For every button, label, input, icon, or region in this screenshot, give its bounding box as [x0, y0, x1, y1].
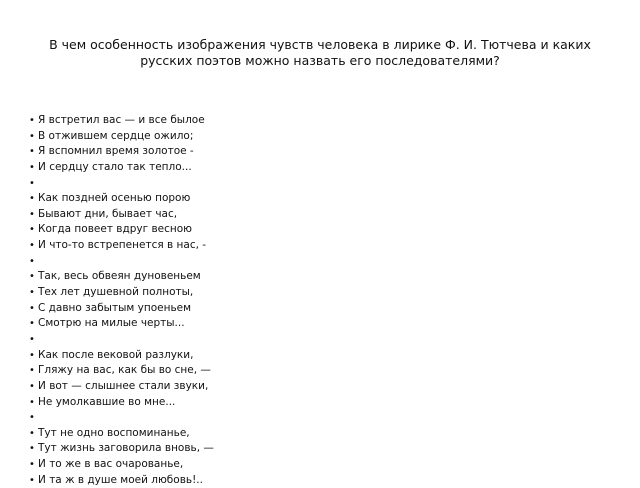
bullet-icon: •: [29, 459, 35, 471]
poem-line: [29, 426, 589, 442]
poem-line-text: Тут жизнь заговорила вновь, —: [38, 442, 214, 455]
poem-line: [29, 113, 589, 129]
poem-line: [29, 379, 589, 395]
poem-line-text: Я вспомнил время золотое -: [38, 145, 194, 158]
poem-line-text: Тут не одно воспоминанье,: [38, 426, 190, 439]
poem-line-text: И та ж в душе моей любовь!..: [38, 473, 203, 486]
bullet-icon: •: [29, 255, 35, 267]
bullet-icon: •: [29, 208, 35, 220]
poem-line: [29, 238, 589, 254]
bullet-icon: •: [29, 380, 35, 392]
bullet-icon: •: [29, 349, 35, 361]
poem-line: [29, 144, 589, 160]
bullet-icon: •: [29, 177, 35, 189]
poem-line-text: Так, весь обвеян дуновеньем: [38, 270, 201, 283]
poem-list: [29, 113, 589, 488]
poem-line: [29, 129, 589, 145]
poem-line: [29, 222, 589, 238]
bullet-icon: •: [29, 130, 35, 142]
poem-line-text: И сердцу стало так тепло...: [38, 160, 192, 173]
poem-line: [29, 207, 589, 223]
slide-title: В чем особенность изображения чувств человека в лирике Ф. И. Тютчева и каких русских поэтов можно назвать его последователями?: [49, 37, 591, 68]
poem-line: [29, 285, 589, 301]
bullet-icon: •: [29, 427, 35, 439]
poem-line: [29, 457, 589, 473]
bullet-icon: •: [29, 412, 35, 424]
poem-line-text: Тех лет душевной полноты,: [38, 286, 194, 299]
bullet-icon: •: [29, 115, 35, 126]
poem-line-empty: [29, 332, 589, 348]
poem-line: [29, 160, 589, 176]
bullet-icon: •: [29, 161, 35, 173]
poem-line-text: Как после вековой разлуки,: [38, 348, 194, 361]
poem-line: [29, 395, 589, 411]
poem-line-text: И что-то встрепенется в нас, -: [38, 239, 207, 252]
bullet-icon: •: [29, 302, 35, 314]
poem-line: [29, 316, 589, 332]
poem-line: [29, 348, 589, 364]
bullet-icon: •: [29, 365, 35, 377]
poem-line-empty: [29, 254, 589, 270]
poem-line: [29, 269, 589, 285]
poem-line-text: Не умолкавшие во мне...: [38, 395, 176, 408]
poem-line-text: С давно забытым упоеньем: [38, 301, 192, 314]
poem-line-text: Смотрю на милые черты...: [38, 317, 185, 330]
poem-line: [29, 473, 589, 488]
poem-line: [29, 191, 589, 207]
poem-line-text: И вот — слышнее стали звуки,: [38, 379, 209, 392]
bullet-icon: •: [29, 396, 35, 408]
poem-line-empty: [29, 176, 589, 192]
poem-line-empty: [29, 410, 589, 426]
poem-line: [29, 363, 589, 379]
poem-line: [29, 441, 589, 457]
bullet-icon: •: [29, 224, 35, 236]
bullet-icon: •: [29, 146, 35, 158]
bullet-icon: •: [29, 333, 35, 345]
poem-line-text: И то же в вас очарованье,: [38, 458, 184, 471]
poem-line-text: Гляжу на вас, как бы во сне, —: [38, 364, 211, 377]
bullet-icon: •: [29, 240, 35, 252]
bullet-icon: •: [29, 287, 35, 299]
bullet-icon: •: [29, 193, 35, 205]
bullet-icon: •: [29, 318, 35, 330]
poem-line-text: Я встретил вас — и все былое: [38, 114, 205, 126]
poem-line-text: В отжившем сердце ожило;: [38, 129, 194, 142]
bullet-icon: •: [29, 474, 35, 486]
bullet-icon: •: [29, 443, 35, 455]
poem-line-text: Когда повеет вдруг весною: [38, 223, 193, 236]
poem-line-text: Бывают дни, бывает час,: [38, 207, 178, 220]
bullet-icon: •: [29, 271, 35, 283]
poem-line: [29, 301, 589, 317]
poem-line-text: Как поздней осенью порою: [38, 192, 191, 205]
